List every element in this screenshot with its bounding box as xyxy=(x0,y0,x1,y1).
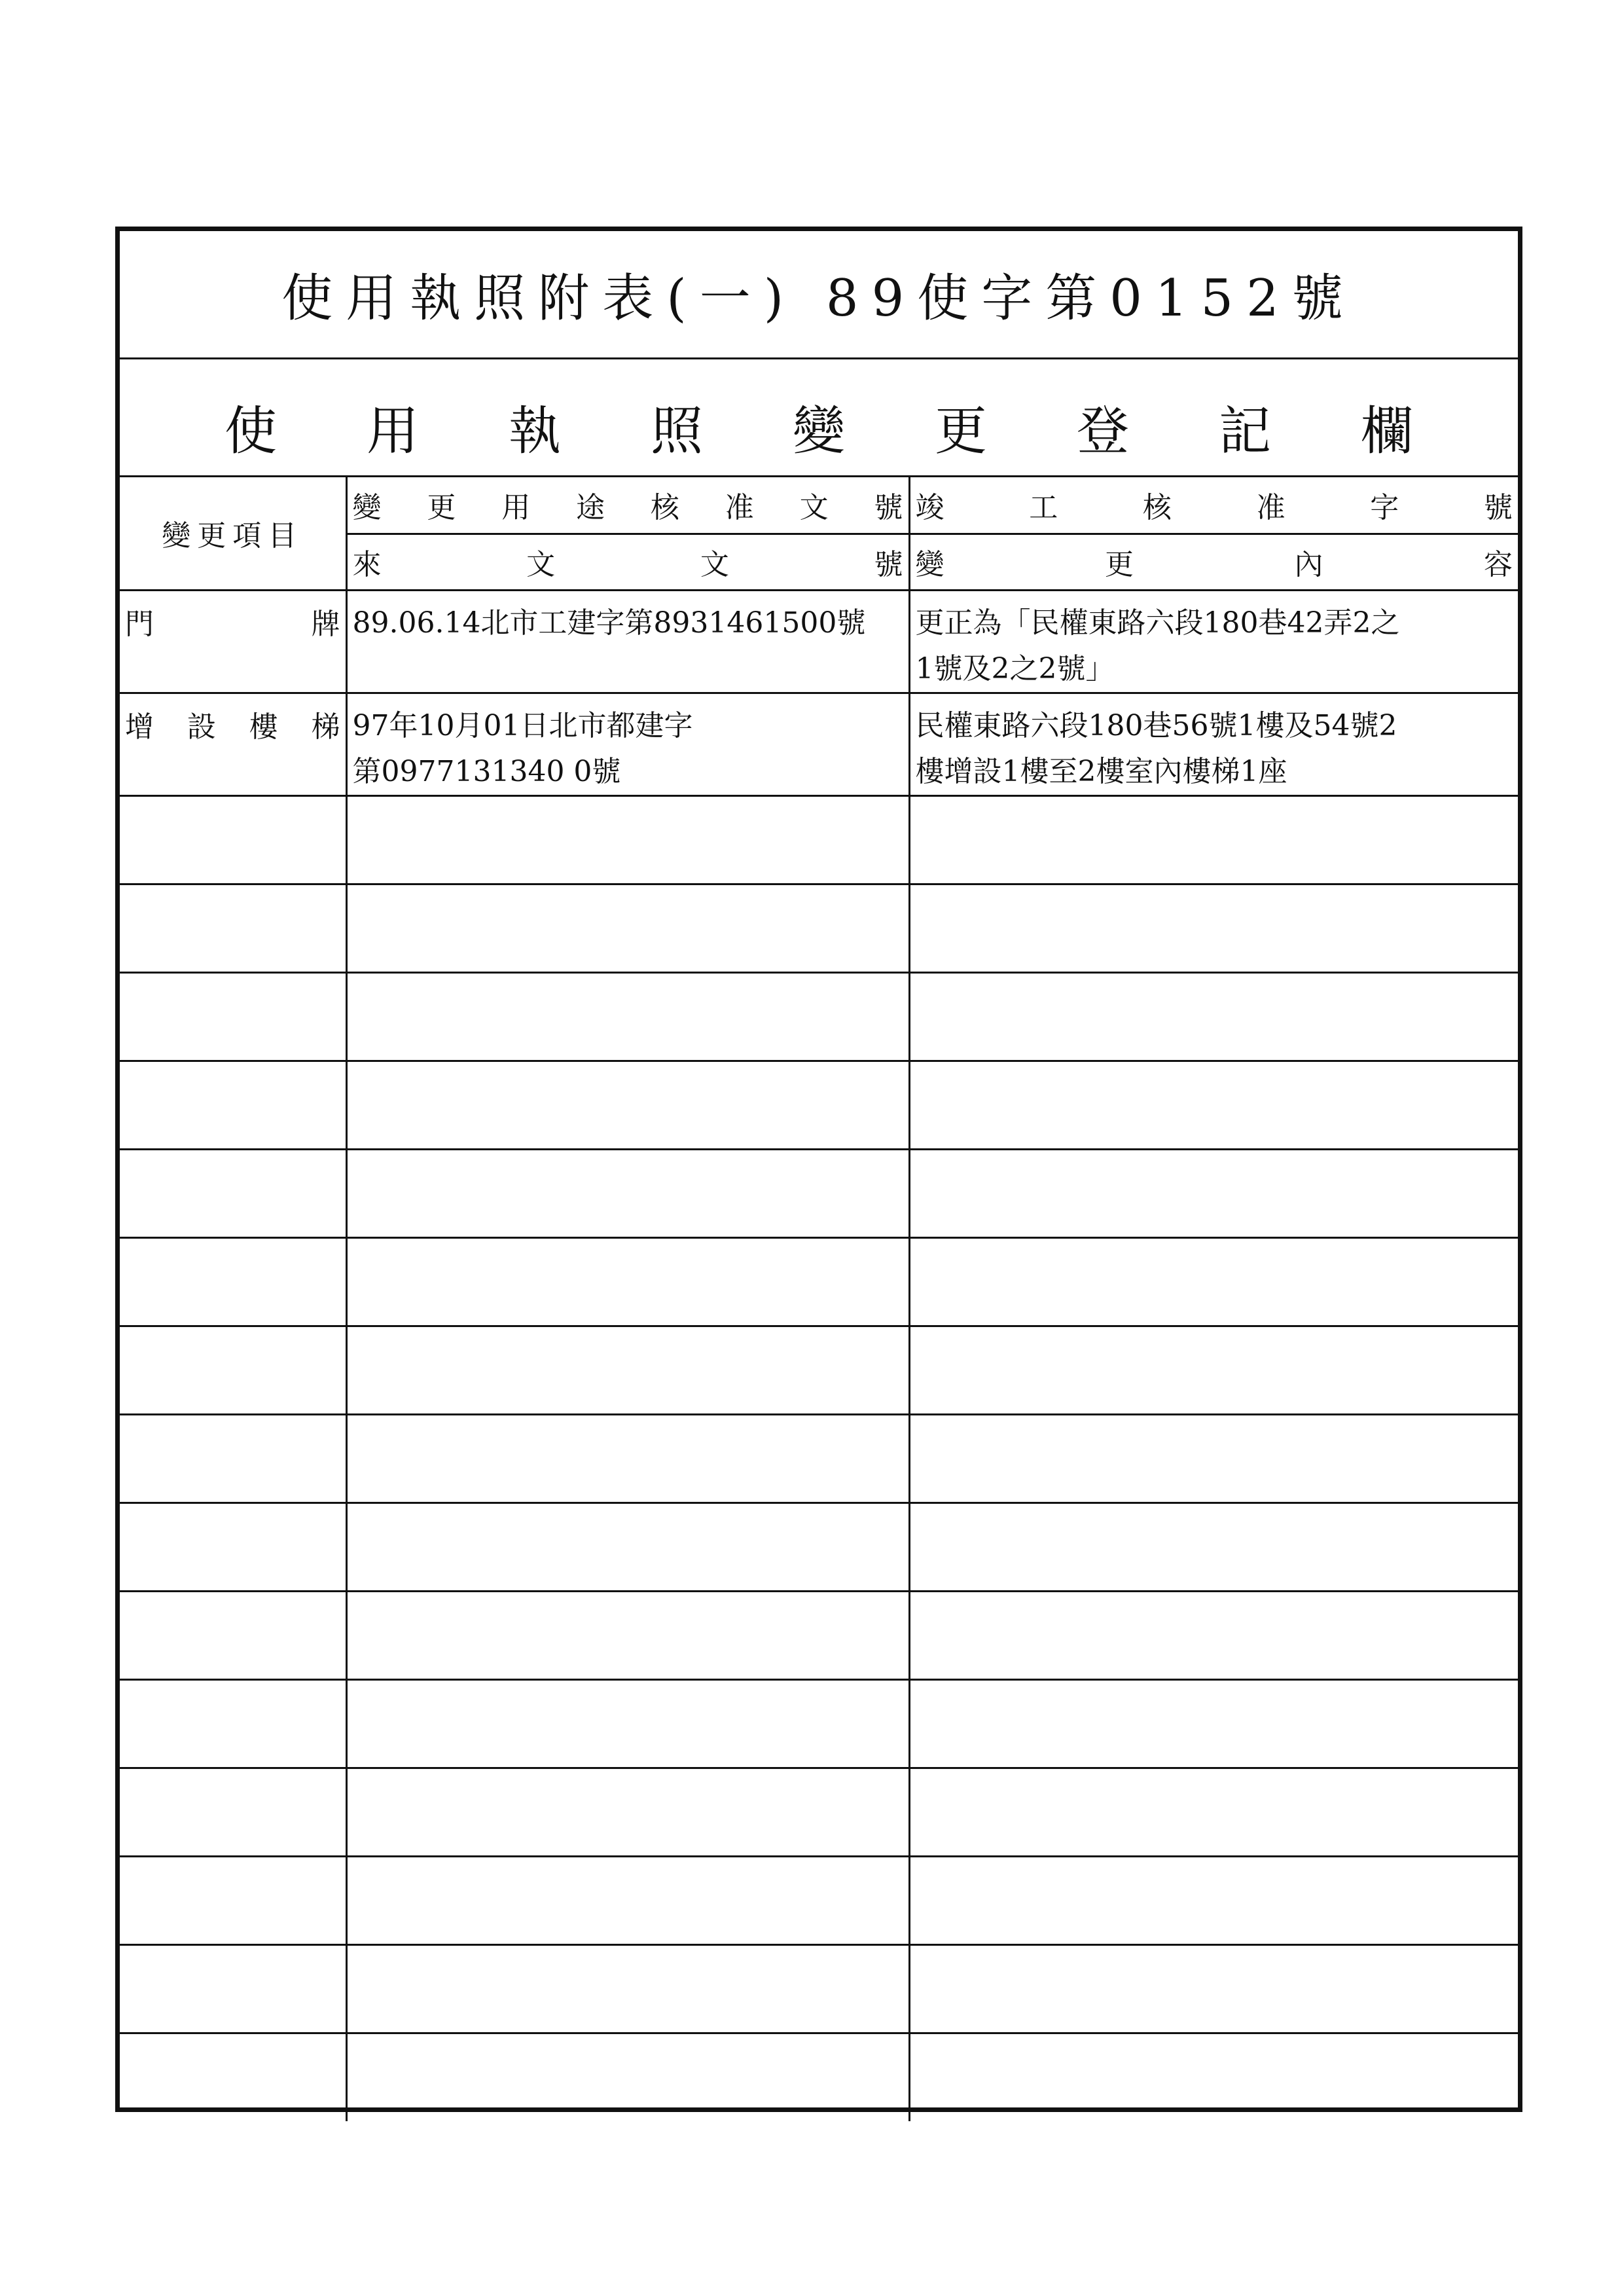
empty-cell xyxy=(909,1679,1518,1768)
header-char: 文 xyxy=(700,548,729,581)
subtitle-char: 記 xyxy=(1219,401,1271,462)
header-char: 號 xyxy=(874,548,903,581)
empty-cell xyxy=(346,1944,909,2033)
empty-row xyxy=(120,1856,1518,1944)
empty-cell xyxy=(909,1944,1518,2033)
item-char: 門 xyxy=(125,607,154,641)
header-approval-doc-no xyxy=(346,477,909,534)
header-change-content xyxy=(909,534,1518,590)
empty-cell xyxy=(909,795,1518,884)
empty-cell xyxy=(909,1149,1518,1237)
empty-row xyxy=(120,1503,1518,1591)
empty-cell xyxy=(909,1503,1518,1591)
empty-row xyxy=(120,2033,1518,2121)
header-char: 文 xyxy=(799,491,829,525)
empty-cell xyxy=(909,2033,1518,2121)
license-appendix-form xyxy=(115,227,1522,2112)
item-char: 樓 xyxy=(249,710,278,744)
subtitle-char: 用 xyxy=(367,401,419,462)
empty-cell xyxy=(120,1061,346,1149)
empty-cell xyxy=(120,1237,346,1326)
empty-cell xyxy=(346,1856,909,1944)
content-line: 更正為「民權東路六段180巷42弄2之 xyxy=(915,606,1400,640)
header-char: 更 xyxy=(1105,548,1134,581)
header-char: 文 xyxy=(526,548,556,581)
empty-row xyxy=(120,972,1518,1061)
doc-line: 97年10月01日北市都建字 xyxy=(352,708,693,742)
empty-cell xyxy=(909,1237,1518,1326)
header-char: 用 xyxy=(501,491,531,525)
empty-cell xyxy=(120,1326,346,1414)
empty-row xyxy=(120,1149,1518,1237)
empty-cell xyxy=(909,1591,1518,1679)
subtitle xyxy=(225,389,1413,464)
row-change-content xyxy=(909,590,1518,693)
empty-cell xyxy=(346,1326,909,1414)
header-completion-approval-no xyxy=(909,477,1518,534)
content-line: 樓增設1樓至2樓室內樓梯1座 xyxy=(915,754,1287,788)
empty-cell xyxy=(346,1679,909,1768)
doc-line: 第0977131340 0號 xyxy=(352,754,621,788)
empty-row xyxy=(120,1591,1518,1679)
content-line: 1號及2之2號」 xyxy=(915,651,1115,685)
header-char: 號 xyxy=(1483,491,1513,525)
header-char: 准 xyxy=(1256,491,1285,525)
empty-row xyxy=(120,1326,1518,1414)
header-char: 更 xyxy=(427,491,456,525)
header-char: 來 xyxy=(352,548,382,581)
header-char: 字 xyxy=(1370,491,1399,525)
empty-row xyxy=(120,1768,1518,1856)
item-char: 牌 xyxy=(311,607,340,641)
empty-cell xyxy=(120,1768,346,1856)
header-char: 內 xyxy=(1294,548,1323,581)
header-char: 工 xyxy=(1029,491,1058,525)
header-char: 竣 xyxy=(915,491,944,525)
row-change-item xyxy=(120,590,346,693)
empty-row xyxy=(120,795,1518,884)
empty-cell xyxy=(346,1237,909,1326)
subtitle-char: 變 xyxy=(793,401,845,462)
empty-row xyxy=(120,884,1518,972)
empty-cell xyxy=(346,1591,909,1679)
title-row xyxy=(120,231,1518,359)
empty-cell xyxy=(120,1944,346,2033)
empty-cell xyxy=(909,1414,1518,1503)
header-char: 途 xyxy=(576,491,605,525)
header-char: 變 xyxy=(352,491,382,525)
empty-cell xyxy=(346,1503,909,1591)
header-row-top xyxy=(120,477,1518,534)
empty-cell xyxy=(120,1503,346,1591)
change-record-table xyxy=(120,477,1518,2121)
empty-cell xyxy=(346,2033,909,2121)
header-change-item: 變更項目 xyxy=(120,477,346,590)
empty-cell xyxy=(909,1856,1518,1944)
header-char: 容 xyxy=(1484,548,1513,581)
empty-cell xyxy=(120,972,346,1061)
header-char: 准 xyxy=(725,491,754,525)
subtitle-row xyxy=(120,359,1518,477)
empty-row xyxy=(120,1679,1518,1768)
empty-cell xyxy=(120,1591,346,1679)
row-change-item xyxy=(120,693,346,795)
empty-row xyxy=(120,1944,1518,2033)
table-row xyxy=(120,693,1518,795)
subtitle-char: 執 xyxy=(509,401,561,462)
empty-cell xyxy=(120,1856,346,1944)
empty-cell xyxy=(346,972,909,1061)
item-char: 增 xyxy=(125,710,154,744)
subtitle-char: 登 xyxy=(1077,401,1129,462)
subtitle-char: 更 xyxy=(935,401,987,462)
table-row xyxy=(120,590,1518,693)
doc-line: 89.06.14北市工建字第8931461500號 xyxy=(352,606,866,640)
form-title: 使用執照附表(一) 89使字第0152號 xyxy=(281,269,1356,328)
empty-cell xyxy=(346,884,909,972)
content-line: 民權東路六段180巷56號1樓及54號2 xyxy=(915,708,1397,742)
empty-cell xyxy=(120,795,346,884)
empty-row xyxy=(120,1061,1518,1149)
empty-cell xyxy=(346,1149,909,1237)
header-char: 變 xyxy=(915,548,944,581)
subtitle-char: 使 xyxy=(225,401,277,462)
empty-cell xyxy=(346,1414,909,1503)
empty-cell xyxy=(120,1679,346,1768)
empty-cell xyxy=(120,1414,346,1503)
empty-cell xyxy=(909,1061,1518,1149)
row-doc-number xyxy=(346,693,909,795)
subtitle-char: 照 xyxy=(651,401,703,462)
empty-cell xyxy=(120,1149,346,1237)
item-char: 梯 xyxy=(311,710,340,744)
item-char: 設 xyxy=(187,710,216,744)
empty-cell xyxy=(346,1061,909,1149)
header-char: 核 xyxy=(650,491,679,525)
empty-cell xyxy=(120,2033,346,2121)
empty-cell xyxy=(909,972,1518,1061)
empty-cell xyxy=(909,884,1518,972)
empty-cell xyxy=(120,884,346,972)
empty-cell xyxy=(346,795,909,884)
empty-cell xyxy=(909,1768,1518,1856)
row-doc-number xyxy=(346,590,909,693)
empty-row xyxy=(120,1237,1518,1326)
empty-cell xyxy=(346,1768,909,1856)
empty-cell xyxy=(909,1326,1518,1414)
empty-row xyxy=(120,1414,1518,1503)
header-char: 核 xyxy=(1142,491,1172,525)
subtitle-char: 欄 xyxy=(1361,401,1413,462)
row-change-content xyxy=(909,693,1518,795)
header-char: 號 xyxy=(874,491,903,525)
header-incoming-doc-no xyxy=(346,534,909,590)
